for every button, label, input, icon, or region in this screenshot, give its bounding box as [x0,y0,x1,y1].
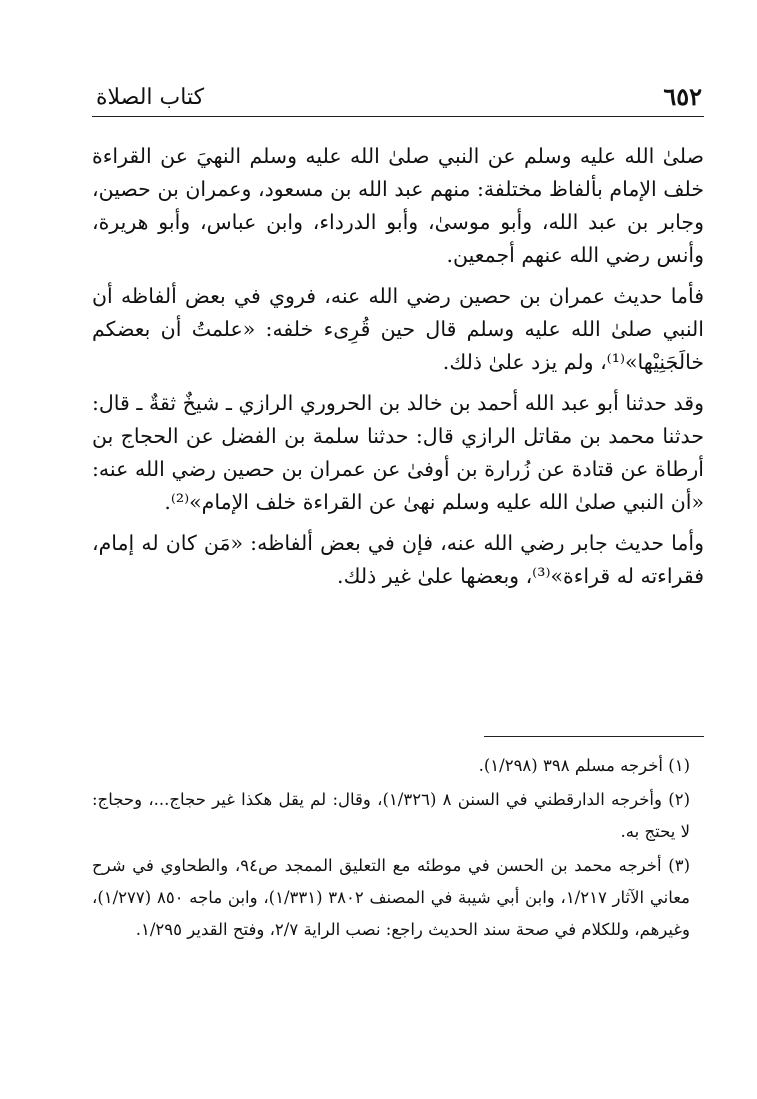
footnote: (١) أخرجه مسلم ٣٩٨ (١/٢٩٨). [478,756,690,775]
footnote: (٢) وأخرجه الدارقطني في السنن ٨ (١/٣٢٦)، وقال: لم يقل هكذا غير حجاج...، وحجاج: لا يحتج به. [92,790,691,841]
running-title: كتاب الصلاة [96,85,205,110]
paragraph: وقد حدثنا أبو عبد الله أحمد بن خالد بن الحروري الرازي ـ شيخٌ ثقةٌ ـ قال: حدثنا محمد بن مقاتل الرازي قال: حدثنا سلمة بن الفضل عن الحجاج بن أرطاة عن قتادة عن زُرارة بن أوفىٰ عن عمران بن حصين رضي الله عنه: «أن النبي صلىٰ الله عليه وسلم نهىٰ عن القراءة خلف الإمام»⁽²⁾. [92,391,704,514]
paragraph: فأما حديث عمران بن حصين رضي الله عنه، فروي في بعض ألفاظه أن النبي صلىٰ الله عليه وسلم قال حين قُرِىء خلفه: «علمتُ أن بعضكم خالَجَنِيْها»⁽¹⁾، ولم يزد علىٰ ذلك. [92,284,704,374]
footnote: (٣) أخرجه محمد بن الحسن في موطئه مع التعليق الممجد ص٩٤، والطحاوي في شرح معاني الآثار ١/٢١٧، وابن أبي شيبة في المصنف ٣٨٠٢ (١/٣٣١)، وابن ماجه ٨٥٠ (١/٢٧٧)، وغيرهم، وللكلام في صحة سند الحديث راجع: نصب الراية ٢/٧، وفتح القدير ١/٢٩٥. [92,856,691,939]
header-divider [92,116,704,117]
paragraph: صلىٰ الله عليه وسلم عن النبي صلىٰ الله عليه وسلم النهيَ عن القراءة خلف الإمام بألفاظ مختلفة: منهم عبد الله بن مسعود، وعمران بن حصين، وجابر بن عبد الله، وأبو موسىٰ، وأبو الدرداء، وابن عباس، وأبو هريرة، وأنس رضي الله عنهم أجمعين. [92,144,704,267]
footnotes [92,750,704,948]
footnote-divider [484,736,704,737]
page-number: ٦٥٢ [663,82,702,111]
main-text [92,140,704,601]
page-header [92,78,704,112]
paragraph: وأما حديث جابر رضي الله عنه، فإن في بعض ألفاظه: «مَن كان له إمام، فقراءته له قراءة»⁽³⁾، وبعضها علىٰ غير ذلك. [92,531,704,588]
book-page [92,78,704,939]
